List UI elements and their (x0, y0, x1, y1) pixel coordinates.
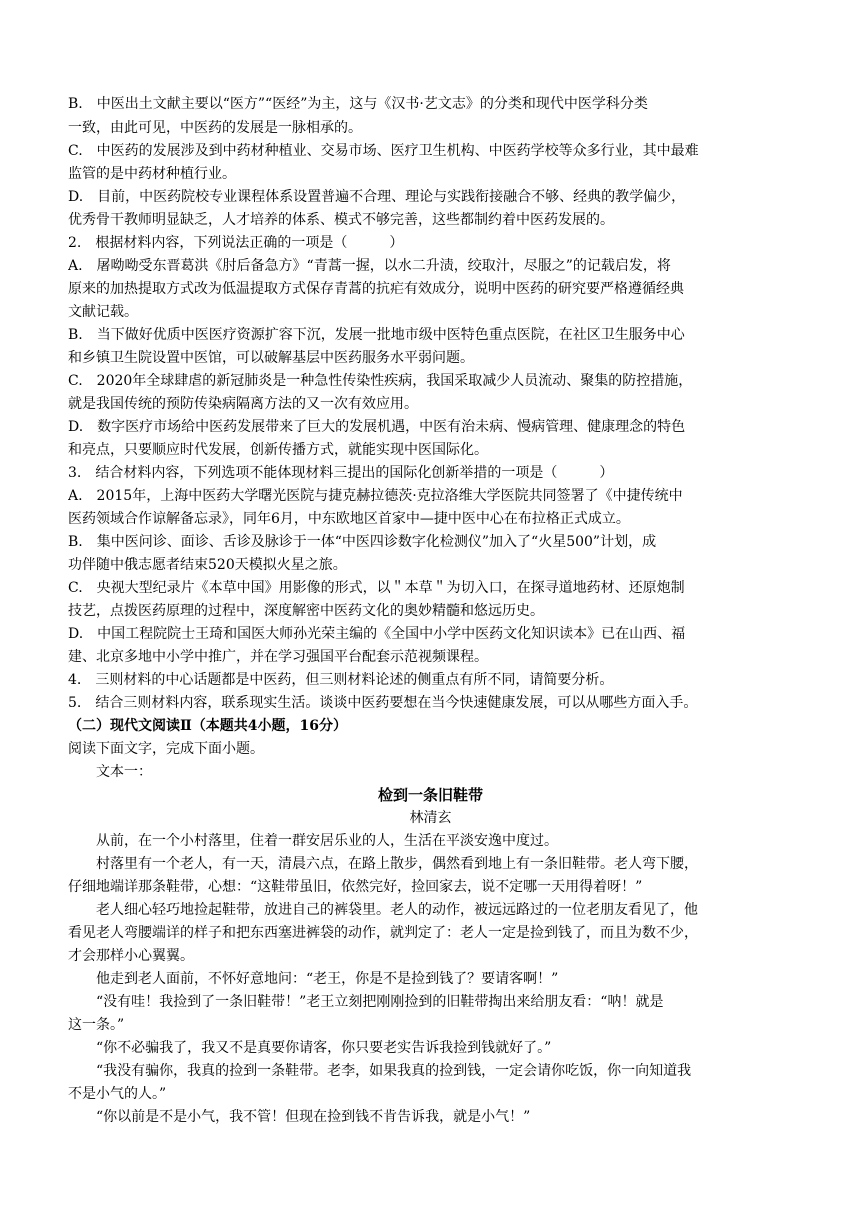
q3-option-b-line1: B. 集中医问诊、面诊、舌诊及脉诊于一体“中医四诊数字化检测仪”加入了“火星500”计划，成 (68, 534, 657, 550)
paragraph-7-line1: “我没有骗你，我真的捡到一条鞋带。老李，如果我真的捡到钱，一定会请你吃饭，你一向知道我 (68, 1063, 692, 1079)
q2-option-d-line2: 和亮点，只要顺应时代发展，创新传播方式，就能实现中医国际化。 (68, 442, 488, 458)
question-4: 4. 三则材料的中心话题都是中医药，但三则材料论述的侧重点有所不同，请简要分析。 (68, 672, 614, 688)
q3-option-d-line1: D. 中国工程院院士王琦和国医大师孙光荣主编的《全国中小学中医药文化知识读本》已在山西、福 (68, 626, 686, 642)
option-c-line2: 监管的是中药材种植行业。 (68, 166, 236, 182)
question-3: 3. 结合材料内容，下列选项不能体现材料三提出的国际化创新举措的一项是（ ） (68, 465, 614, 481)
question-5: 5. 结合三则材料内容，联系现实生活。谈谈中医药要想在当今快速健康发展，可以从哪些方面入手。 (68, 695, 698, 711)
q3-option-c-line2: 技艺，点拨医药原理的过程中，深度解密中医药文化的奥妙精髓和悠远历史。 (68, 603, 544, 619)
q2-option-b-line2: 和乡镇卫生院设置中医馆，可以破解基层中医药服务水平弱问题。 (68, 350, 474, 366)
paragraph-6: “你不必骗我了，我又不是真要你请客，你只要老实告诉我捡到钱就好了。” (68, 1040, 552, 1056)
q2-option-b-line1: B. 当下做好优质中医医疗资源扩容下沉，发展一批地市级中医特色重点医院，在社区卫生服务中心 (68, 327, 685, 343)
q2-option-c-line2: 就是我国传统的预防传染病隔离方法的又一次有效应用。 (68, 396, 418, 412)
section-heading: （二）现代文阅读Ⅱ（本题共4小题，16分） (68, 718, 348, 734)
paragraph-5-line1: “没有哇！我捡到了一条旧鞋带！”老王立刻把刚刚捡到的旧鞋带掏出来给朋友看：“呐！就是 (68, 994, 664, 1010)
paragraph-3-line3: 才会那样小心翼翼。 (68, 948, 194, 964)
paragraph-2-line2: 仔细地端详那条鞋带，心想：“这鞋带虽旧，依然完好，捡回家去，说不定哪一天用得着呀！” (68, 879, 643, 895)
paragraph-2-line1: 村落里有一个老人，有一天，清晨六点，在路上散步，偶然看到地上有一条旧鞋带。老人弯下腰， (68, 856, 698, 872)
q2-option-a-line1: A. 屠呦呦受东晋葛洪《肘后备急方》“青蒿一握，以水二升渍，绞取汁，尽服之”的记载启发，将 (68, 258, 671, 274)
option-c-line1: C. 中医药的发展涉及到中药材种植业、交易市场、医疗卫生机构、中医药学校等众多行业，其中最难 (68, 143, 699, 159)
q3-option-a-line1: A. 2015年，上海中医药大学曙光医院与捷克赫拉德茨·克拉洛维大学医院共同签署了《中捷传统中 (68, 488, 683, 504)
q3-option-a-line2: 医药领域合作谅解备忘录》，同年6月，中东欧地区首家中—捷中医中心在布拉格正式成立。 (68, 511, 630, 527)
q3-option-c-line1: C. 央视大型纪录片《本草中国》用影像的形式，以＂本草＂为切入口，在探寻道地药材、还原炮制 (68, 580, 685, 596)
option-b-line2: 一致，由此可见，中医药的发展是一脉相承的。 (68, 120, 362, 136)
paragraph-4: 他走到老人面前，不怀好意地问：“老王，你是不是捡到钱了？要请客啊！” (68, 971, 559, 987)
option-b-line1: B. 中医出土文献主要以“医方”“医经”为主，这与《汉书·艺文志》的分类和现代中医学科分类 (68, 96, 648, 112)
q2-option-a-line2: 原来的加热提取方式改为低温提取方式保存青蒿的抗疟有效成分，说明中医药的研究要严格遵循经典 (68, 281, 684, 297)
paragraph-1: 从前，在一个小村落里，住着一群安居乐业的人，生活在平淡安逸中度过。 (68, 833, 558, 849)
q3-option-d-line2: 建、北京多地中小学中推广，并在学习强国平台配套示范视频课程。 (68, 649, 488, 665)
paragraph-3-line2: 看见老人弯腰端详的样子和把东西塞进裤袋的动作，就判定了：老人一定是捡到钱了，而且为数不少， (68, 925, 698, 941)
paragraph-3-line1: 老人细心轻巧地捡起鞋带，放进自己的裤袋里。老人的动作，被远远路过的一位老朋友看见了，他 (68, 902, 698, 918)
q3-option-b-line2: 功伴随中俄志愿者结束520天模拟火星之旅。 (68, 557, 347, 573)
text-one-label: 文本一： (68, 764, 152, 780)
option-d-line2: 优秀骨干教师明显缺乏，人才培养的体系、模式不够完善，这些都制约着中医药发展的。 (68, 212, 614, 228)
article-author: 林清玄 (409, 810, 452, 826)
question-2: 2. 根据材料内容，下列说法正确的一项是（ ） (68, 235, 404, 251)
paragraph-5-line2: 这一条。” (68, 1017, 125, 1033)
paragraph-8: “你以前是不是小气，我不管！但现在捡到钱不肯告诉我，就是小气！” (68, 1109, 531, 1125)
q2-option-a-line3: 文献记载。 (68, 304, 138, 320)
paragraph-7-line2: 不是小气的人。” (68, 1086, 167, 1102)
q2-option-c-line1: C. 2020年全球肆虐的新冠肺炎是一种急性传染性疾病，我国采取减少人员流动、聚集的防控措施， (68, 373, 693, 389)
instruction: 阅读下面文字，完成下面小题。 (68, 741, 264, 757)
q2-option-d-line1: D. 数字医疗市场给中医药发展带来了巨大的发展机遇，中医有治未病、慢病管理、健康理念的特色 (68, 419, 686, 435)
option-d-line1: D. 目前，中医药院校专业课程体系设置普遍不合理、理论与实践衔接融合不够、经典的教学偏少， (68, 189, 686, 205)
article-title: 检到一条旧鞋带 (377, 786, 483, 804)
